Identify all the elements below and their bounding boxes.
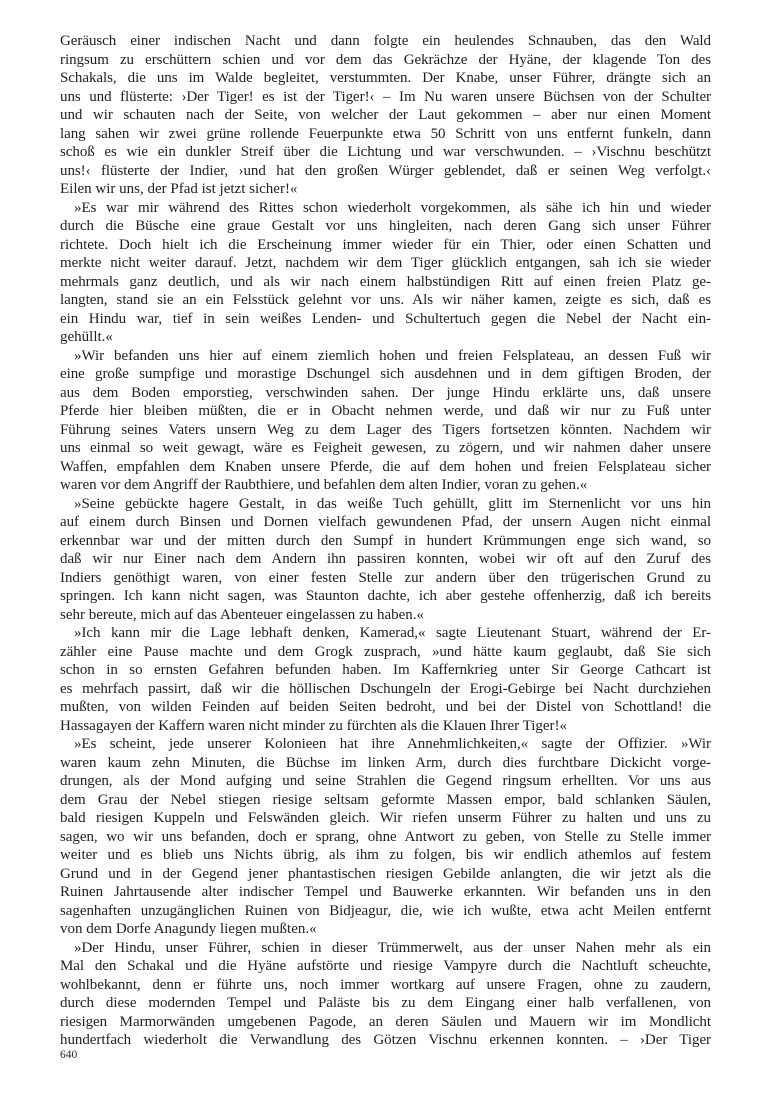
text-line: richtete. Doch hielt ich die Erscheinung immer wieder für ein Thier, oder einen Schatten und bbox=[60, 236, 711, 253]
text-line: sagenhaften unzugänglichen Ruinen von Bidjeagur, die, wie ich wußte, etwa acht Meilen entfernt bbox=[60, 902, 711, 919]
text-line: uns und flüsterte: ›Der Tiger! es ist der Tiger!‹ – Im Nu waren unsere Büchsen von der Schulter bbox=[60, 88, 711, 105]
text-line: aus dem Boden emporstieg, verschwinden sahen. Der junge Hindu erklärte uns, daß unsere bbox=[60, 384, 711, 401]
text-line: von dem Dorfe Anagundy liegen mußten.« bbox=[60, 921, 317, 937]
text-line: Grund und in der Gegend jener phantastischen riesigen Gebilde anlangten, die wir jetzt als die bbox=[60, 865, 711, 882]
paragraph bbox=[60, 735, 711, 939]
text-line: ein Hindu war, tief in sein weißes Lenden- und Schultertuch gegen die Nebel der Nacht ein- bbox=[60, 310, 711, 327]
text-line: langten, stand sie an ein Felsstück gelehnt vor uns. Als wir näher kamen, zeigte es sich, daß es bbox=[60, 292, 711, 308]
text-line: uns einmal so weit gewagt, wäre es Feigheit gewesen, zu zögern, und wir nahmen daher unsere bbox=[60, 440, 711, 456]
text-line: Eilen wir uns, der Pfad ist jetzt sicher!« bbox=[60, 181, 298, 197]
text-line: Indiers genöthigt waren, von einer festen Stelle zur andern über den trügerischen Grund zu bbox=[60, 569, 711, 586]
text-line: wohlbekannt, denn er führte uns, noch immer wortkarg auf unsere Fragen, ohne zu zaudern, bbox=[60, 976, 711, 993]
text-line: schoß es wie ein dunkler Streif über die Lichtung und war verschwunden. – ›Vischnu beschützt bbox=[60, 144, 711, 160]
text-line: Waffen, empfahlen dem Knaben unsere Pferde, die auf dem hohen und freien Felsplateau sicher bbox=[60, 458, 711, 475]
page-number: 640 bbox=[60, 1049, 78, 1061]
text-line: waren vor dem Angriff der Raubthiere, und befahlen dem alten Indier, voran zu gehen.« bbox=[60, 477, 588, 493]
text-line: durch die Büsche eine graue Gestalt vor uns hingleiten, nach deren Gang sich unser Führer bbox=[60, 218, 711, 234]
text-line: auf einem durch Binsen und Dornen vielfach gewundenen Pfad, der unsern Augen nicht einmal bbox=[60, 514, 711, 530]
text-line: bald riesigen Kuppeln und Felswänden gleich. Wir riefen unserm Führer zu halten und uns zu bbox=[60, 810, 711, 826]
text-line: sagen, wo wir uns befanden, doch er sprang, ohne Antwort zu geben, von Stelle zu Stelle immer bbox=[60, 828, 711, 845]
text-line: »Wir befanden uns hier auf einem ziemlich hohen und freien Felsplateau, an dessen Fuß wir bbox=[74, 347, 711, 364]
text-line: mußten, von wilden Feinden auf beiden Seiten bedroht, und bei der Distel von Schottland! die bbox=[60, 699, 711, 715]
text-line: Hassagayen der Kaffern waren nicht minder zu fürchten als die Klauen Ihrer Tiger!« bbox=[60, 717, 568, 734]
text-line: und wir schauten nach der Seite, von welcher der Laut gekommen – aber nur einen Moment bbox=[60, 107, 711, 123]
text-line: Schakals, die uns im Walde begleitet, verstummten. Der Knabe, unser Führer, drängte sich an bbox=[60, 70, 711, 86]
text-line: »Der Hindu, unser Führer, schien in dieser Trümmerwelt, aus der unser Nahen mehr als ein bbox=[74, 939, 711, 956]
text-line: es mehrfach passirt, daß wir die höllischen Dschungeln der Erogi-Gebirge bei Nacht durchziehen bbox=[60, 680, 711, 697]
text-line: »Es scheint, jede unserer Kolonieen hat ihre Annehmlichkeiten,« sagte der Offizier. »Wir bbox=[74, 736, 711, 752]
text-line: erkennbar war und der mitten durch den Sumpf in hundert Krümmungen enge sich wand, so bbox=[60, 532, 711, 549]
text-line: »Seine gebückte hagere Gestalt, in das weiße Tuch gehüllt, glitt im Sternenlicht vor uns hin bbox=[74, 495, 711, 512]
text-line: hundertfach wiederholt die Verwandlung des Götzen Vischnu erkennen konnten. – ›Der Tiger bbox=[60, 1032, 711, 1048]
text-line: Pferde hier bleiben müßten, die er in Obacht nehmen werde, und daß wir nur zu Fuß unter bbox=[60, 403, 711, 419]
text-line: durch diese modernden Tempel und Paläste bis zu dem Eingang einer halb verfallenen, von bbox=[60, 995, 711, 1011]
text-line: zähler eine Pause machte und dem Grogk zusprach, »und hätte kaum geglaubt, daß Sie sich bbox=[60, 643, 711, 660]
text-line: ringsum zu erschüttern schien und vor dem das Gekrächze der Hyäne, der klagende Ton des bbox=[60, 51, 711, 68]
text-line: »Es war mir während des Rittes schon wiederholt vorgekommen, als sähe ich hin und wieder bbox=[74, 199, 711, 216]
text-line: gehüllt.« bbox=[60, 329, 113, 345]
text-line: dem Grau der Nebel stiegen riesige seltsam geformte Massen empor, bald schlanken Säulen, bbox=[60, 791, 711, 808]
paragraph bbox=[60, 32, 711, 199]
text-line: sehr bereute, mich auf das Abenteuer eingelassen zu haben.« bbox=[60, 606, 425, 623]
text-line: Ruinen Jahrtausende alter indischer Tempel und Bauwerke erkannten. Wir befanden uns in den bbox=[60, 884, 711, 900]
paragraph bbox=[60, 199, 711, 347]
paragraph bbox=[60, 939, 711, 1050]
text-line: merkte nicht weiter darauf. Jetzt, nachdem wir dem Tiger glücklich entgangen, sah ich sie wieder bbox=[60, 255, 711, 271]
text-line: Führung seines Vaters unsern Weg zu dem Lager des Tigers fortsetzen könnten. Nachdem wir bbox=[60, 421, 711, 438]
text-line: schon in so ernsten Gefahren befunden haben. Im Kaffernkrieg unter Sir George Cathcart ist bbox=[60, 662, 711, 678]
text-line: weiter und es blieb uns Nichts übrig, als ihm zu folgen, bis wir endlich athemlos auf festem bbox=[60, 847, 711, 863]
text-line: riesigen Marmorwänden umgebenen Pagode, an deren Säulen und Mauern wir im Mondlicht bbox=[60, 1013, 711, 1030]
paragraph bbox=[60, 347, 711, 495]
text-line: eine große sumpfige und morastige Dschungel sich ausdehnen und in dem giftigen Broden, der bbox=[60, 366, 711, 382]
paragraph bbox=[60, 495, 711, 625]
text-line: lang sahen wir zwei grüne rollende Feuerpunkte etwa 50 Schritt von uns entfernt funkeln, dann bbox=[60, 125, 711, 142]
text-line: daß wir nur Einer nach dem Andern ihn passiren konnten, wobei wir oft auf den Zuruf des bbox=[60, 551, 711, 567]
text-line: uns!‹ flüsterte der Indier, ›und hat den großen Würger geblendet, daß er seinen Weg verfolgt.‹ bbox=[60, 162, 711, 179]
text-line: Geräusch einer indischen Nacht und dann folgte ein heulendes Schnauben, das den Wald bbox=[60, 33, 711, 49]
text-line: waren kaum zehn Minuten, die Büchse im linken Arm, durch dies furchtbare Dickicht vorge- bbox=[60, 754, 711, 771]
text-line: drungen, als der Mond aufging und seine Strahlen die Gegend ringsum erhellten. Vor uns aus bbox=[60, 773, 711, 789]
text-line: »Ich kann mir die Lage lebhaft denken, Kamerad,« sagte Lieutenant Stuart, während der Er- bbox=[74, 625, 711, 641]
text-line: Mal den Schakal und die Hyäne aufstörte und riesige Vampyre durch die Nachtluft scheuchte, bbox=[60, 958, 711, 974]
text-line: springen. Ich kann nicht sagen, was Staunton dachte, ich aber gestehe offenherzig, daß ich bereits bbox=[60, 588, 711, 604]
text-block bbox=[60, 32, 711, 1050]
paragraph bbox=[60, 624, 711, 735]
text-line: mehrmals ganz deutlich, und als wir nach einem halbstündigen Ritt auf einen freien Platz ge- bbox=[60, 273, 711, 290]
